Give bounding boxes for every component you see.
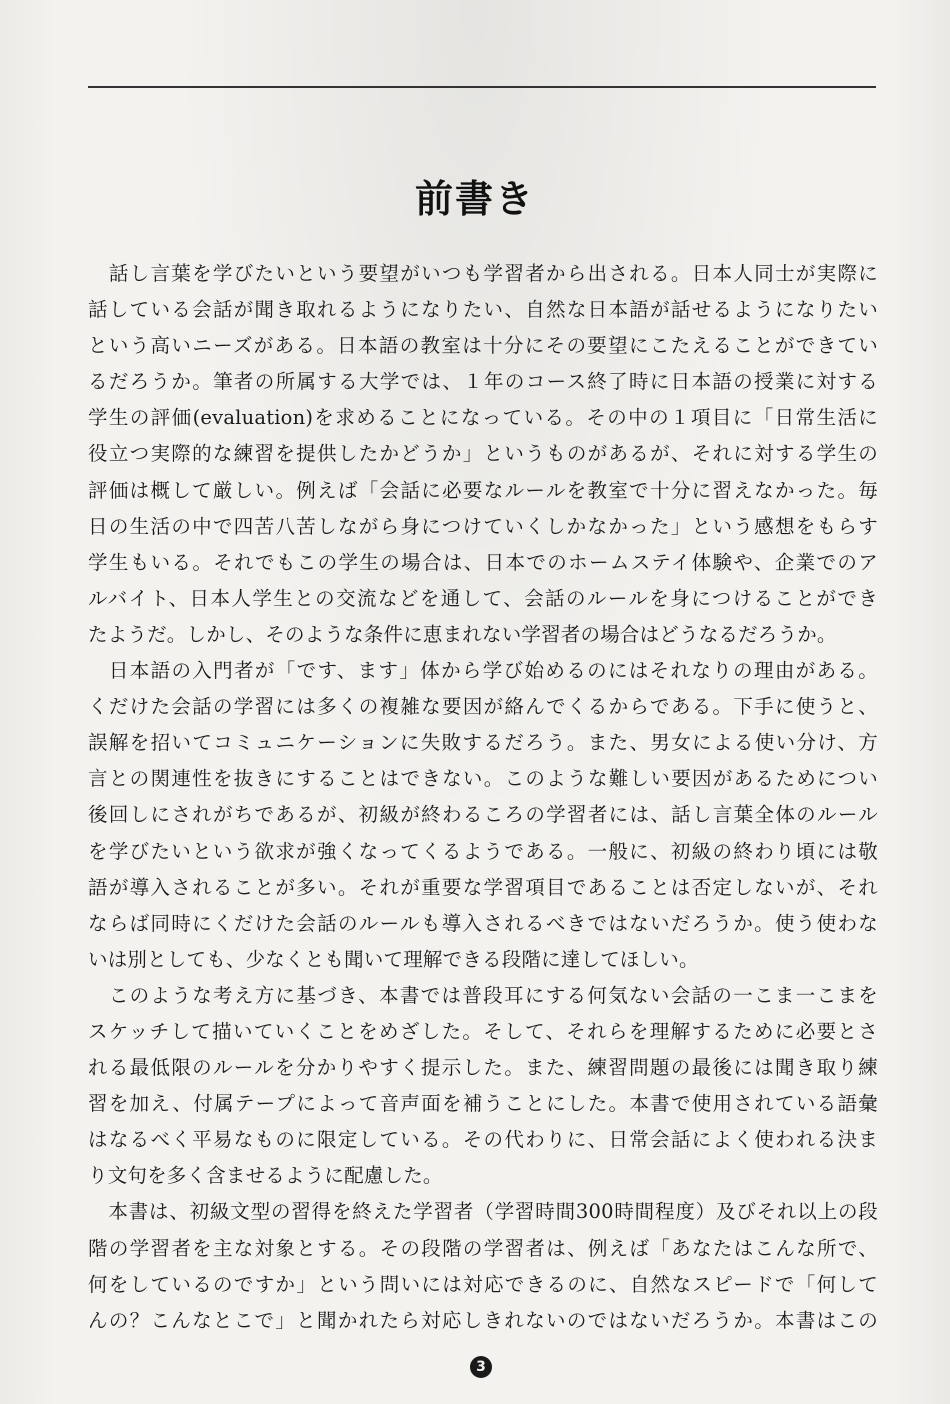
text-line: たようだ。しかし、そのような条件に恵まれない学習者の場合はどうなるだろうか。	[88, 622, 837, 646]
header-rule	[88, 86, 876, 88]
text-line: 語が導入されることが多い。それが重要な学習項目であることは否定しないが、それ	[88, 875, 878, 899]
text-line: り文句を多く含ませるように配慮した。	[88, 1164, 443, 1188]
text-line: 日本語の入門者が「です、ます」体から学び始めるのにはそれなりの理由がある。	[88, 659, 878, 683]
text-line: 習を加え、付属テープによって音声面を補うことにした。本書で使用されている語彙	[88, 1092, 878, 1116]
text-line: 話し言葉を学びたいという要望がいつも学習者から出される。日本人同士が実際に	[88, 262, 878, 285]
text-line: るだろうか。筆者の所属する大学では、１年のコース終了時に日本語の授業に対する	[88, 370, 878, 394]
text-line: という高いニーズがある。日本語の教室は十分にその要望にこたえることができてい	[88, 334, 878, 358]
text-line: 誤解を招いてコミュニケーションに失敗するだろう。また、男女による使い分け、方	[88, 731, 878, 755]
text-line: んの？こんなとこで」と聞かれたら対応しきれないのではないだろうか。本書はこの	[88, 1308, 878, 1332]
text-line: 評価は概して厳しい。例えば「会話に必要なルールを教室で十分に習えなかった。毎	[88, 478, 878, 502]
text-line: いは別としても、少なくとも聞いて理解できる段階に達してほしい。	[88, 947, 699, 971]
text-line: このような考え方に基づき、本書では普段耳にする何気ない会話の一こま一こまを	[88, 983, 878, 1007]
page-title: 前書き	[414, 177, 535, 221]
text-line: れる最低限のルールを分かりやすく提示した。また、練習問題の最後には聞き取り練	[88, 1056, 878, 1080]
text-line: 後回しにされがちであるが、初級が終わるころの学習者には、話し言葉全体のルール	[88, 803, 878, 827]
text-line: くだけた会話の学習には多くの複雑な要因が絡んでくるからである。下手に使うと、	[88, 695, 878, 719]
text-line: 学生もいる。それでもこの学生の場合は、日本でのホームステイ体験や、企業でのア	[88, 550, 878, 574]
text-line: はなるべく平易なものに限定している。その代わりに、日常会話によく使われる決ま	[88, 1128, 878, 1152]
text-line: 本書は、初級文型の習得を終えた学習者（学習時間300時間程度）及びそれ以上の段	[88, 1200, 878, 1224]
text-line: ならば同時にくだけた会話のルールも導入されるべきではないだろうか。使う使わな	[88, 911, 878, 935]
page-number: 3	[470, 1356, 492, 1378]
text-line: 何をしているのですか」という問いには対応できるのに、自然なスピードで「何して	[88, 1272, 878, 1296]
text-line: 話している会話が聞き取れるようになりたい、自然な日本語が話せるようになりたい	[88, 298, 878, 322]
text-line: 階の学習者を主な対象とする。その段階の学習者は、例えば「あなたはこんな所で、	[88, 1236, 878, 1260]
text-line: 言との関連性を抜きにすることはできない。このような難しい要因があるためについ	[88, 767, 878, 791]
text-line: 役立つ実際的な練習を提供したかどうか」というものがあるが、それに対する学生の	[88, 442, 878, 466]
text-line: を学びたいという欲求が強くなってくるようである。一般に、初級の終わり頃には敬	[88, 839, 878, 863]
text-line: 日の生活の中で四苦八苦しながら身につけていくしかなかった」という感想をもらす	[88, 514, 878, 538]
text-line: ルバイト、日本人学生との交流などを通して、会話のルールを身につけることができ	[88, 586, 878, 610]
text-line: 学生の評価(evaluation)を求めることになっている。その中の１項目に「日常生活に	[88, 406, 878, 430]
text-line: スケッチして描いていくことをめざした。そして、それらを理解するために必要とさ	[88, 1019, 878, 1043]
body-text	[88, 256, 878, 1339]
